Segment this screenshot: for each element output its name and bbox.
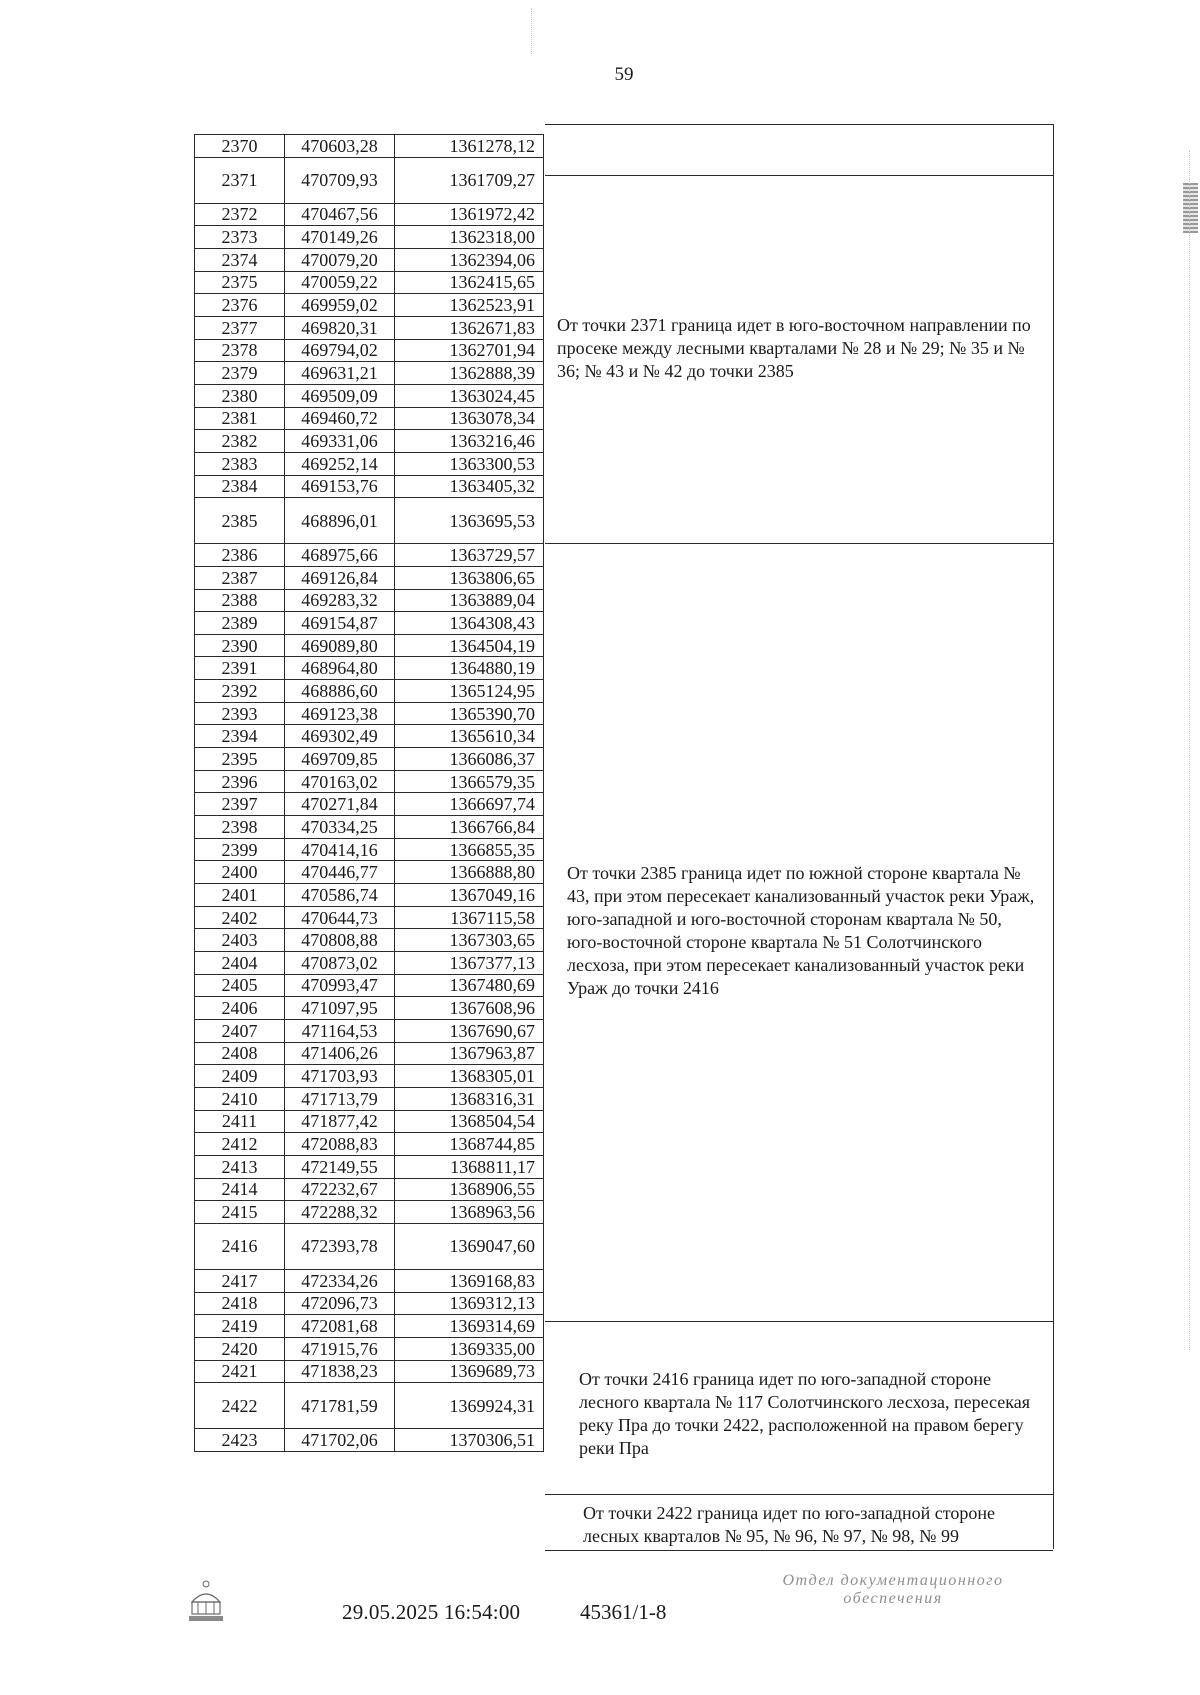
- point-number-cell: 2422: [195, 1383, 285, 1429]
- table-row: [195, 838, 544, 861]
- y-coordinate-cell: 1367303,65: [395, 929, 544, 952]
- table-row: [195, 816, 544, 839]
- coordinates-table: [194, 134, 544, 1452]
- point-number-cell: 2395: [195, 748, 285, 771]
- y-coordinate-cell: 1369047,60: [395, 1223, 544, 1269]
- x-coordinate-cell: 469089,80: [285, 634, 395, 657]
- y-coordinate-cell: 1367963,87: [395, 1042, 544, 1065]
- x-coordinate-cell: 470586,74: [285, 884, 395, 907]
- point-number-cell: 2375: [195, 271, 285, 294]
- y-coordinate-cell: 1362701,94: [395, 339, 544, 362]
- x-coordinate-cell: 469302,49: [285, 725, 395, 748]
- point-number-cell: 2413: [195, 1155, 285, 1178]
- table-row: [195, 1269, 544, 1292]
- y-coordinate-cell: 1370306,51: [395, 1429, 544, 1452]
- table-row: [195, 1223, 544, 1269]
- y-coordinate-cell: 1363729,57: [395, 544, 544, 567]
- table-row: [195, 1360, 544, 1383]
- table-row: [195, 589, 544, 612]
- y-coordinate-cell: 1368906,55: [395, 1178, 544, 1201]
- x-coordinate-cell: 472393,78: [285, 1223, 395, 1269]
- table-row: [195, 339, 544, 362]
- y-coordinate-cell: 1368316,31: [395, 1087, 544, 1110]
- x-coordinate-cell: 469123,38: [285, 702, 395, 725]
- y-coordinate-cell: 1365124,95: [395, 680, 544, 703]
- x-coordinate-cell: 471703,93: [285, 1065, 395, 1088]
- point-number-cell: 2396: [195, 770, 285, 793]
- document-number: 45361/1-8: [580, 1600, 667, 1624]
- x-coordinate-cell: 469820,31: [285, 316, 395, 339]
- y-coordinate-cell: 1369924,31: [395, 1383, 544, 1429]
- y-coordinate-cell: 1366855,35: [395, 838, 544, 861]
- x-coordinate-cell: 472081,68: [285, 1315, 395, 1338]
- point-number-cell: 2384: [195, 475, 285, 498]
- point-number-cell: 2403: [195, 929, 285, 952]
- y-coordinate-cell: 1367480,69: [395, 974, 544, 997]
- point-number-cell: 2393: [195, 702, 285, 725]
- y-coordinate-cell: 1367049,16: [395, 884, 544, 907]
- point-number-cell: 2410: [195, 1087, 285, 1110]
- table-row: [195, 1383, 544, 1429]
- point-number-cell: 2421: [195, 1360, 285, 1383]
- point-number-cell: 2379: [195, 362, 285, 385]
- y-coordinate-cell: 1363695,53: [395, 498, 544, 544]
- x-coordinate-cell: 471406,26: [285, 1042, 395, 1065]
- y-coordinate-cell: 1365390,70: [395, 702, 544, 725]
- table-row: [195, 452, 544, 475]
- emblem-logo-icon: [186, 1576, 226, 1626]
- y-coordinate-cell: 1361709,27: [395, 157, 544, 203]
- point-number-cell: 2372: [195, 203, 285, 226]
- table-row: [195, 566, 544, 589]
- table-row: [195, 702, 544, 725]
- point-number-cell: 2409: [195, 1065, 285, 1088]
- x-coordinate-cell: 471838,23: [285, 1360, 395, 1383]
- point-number-cell: 2394: [195, 725, 285, 748]
- point-number-cell: 2376: [195, 294, 285, 317]
- point-number-cell: 2423: [195, 1429, 285, 1452]
- point-number-cell: 2382: [195, 430, 285, 453]
- point-number-cell: 2412: [195, 1133, 285, 1156]
- table-row: [195, 884, 544, 907]
- x-coordinate-cell: 472334,26: [285, 1269, 395, 1292]
- point-number-cell: 2370: [195, 135, 285, 158]
- y-coordinate-cell: 1363405,32: [395, 475, 544, 498]
- y-coordinate-cell: 1368305,01: [395, 1065, 544, 1088]
- table-row: [195, 1178, 544, 1201]
- table-row: [195, 294, 544, 317]
- x-coordinate-cell: 470808,88: [285, 929, 395, 952]
- table-row: [195, 248, 544, 271]
- x-coordinate-cell: 468964,80: [285, 657, 395, 680]
- y-coordinate-cell: 1362415,65: [395, 271, 544, 294]
- y-coordinate-cell: 1363024,45: [395, 384, 544, 407]
- table-row: [195, 1110, 544, 1133]
- x-coordinate-cell: 471713,79: [285, 1087, 395, 1110]
- description-cell-2370: [545, 125, 1053, 175]
- table-row: [195, 725, 544, 748]
- description-column: [545, 124, 1054, 1549]
- table-row: [195, 1292, 544, 1315]
- point-number-cell: 2411: [195, 1110, 285, 1133]
- timestamp: 29.05.2025 16:54:00: [342, 1600, 521, 1624]
- y-coordinate-cell: 1369314,69: [395, 1315, 544, 1338]
- department-stamp: Отдел документационного обеспечения: [782, 1572, 1004, 1607]
- point-number-cell: 2418: [195, 1292, 285, 1315]
- table-row: [195, 1065, 544, 1088]
- x-coordinate-cell: 470079,20: [285, 248, 395, 271]
- y-coordinate-cell: 1365610,34: [395, 725, 544, 748]
- point-number-cell: 2415: [195, 1201, 285, 1224]
- table-row: [195, 475, 544, 498]
- point-number-cell: 2378: [195, 339, 285, 362]
- y-coordinate-cell: 1367377,13: [395, 952, 544, 975]
- table-row: [195, 906, 544, 929]
- x-coordinate-cell: 470467,56: [285, 203, 395, 226]
- table-row: [195, 770, 544, 793]
- point-number-cell: 2406: [195, 997, 285, 1020]
- table-row: [195, 793, 544, 816]
- point-number-cell: 2389: [195, 612, 285, 635]
- table-row: [195, 929, 544, 952]
- x-coordinate-cell: 469252,14: [285, 452, 395, 475]
- point-number-cell: 2401: [195, 884, 285, 907]
- x-coordinate-cell: 469460,72: [285, 407, 395, 430]
- table-row: [195, 612, 544, 635]
- x-coordinate-cell: 471097,95: [285, 997, 395, 1020]
- x-coordinate-cell: 471702,06: [285, 1429, 395, 1452]
- x-coordinate-cell: 469794,02: [285, 339, 395, 362]
- x-coordinate-cell: 472232,67: [285, 1178, 395, 1201]
- point-number-cell: 2386: [195, 544, 285, 567]
- x-coordinate-cell: 471164,53: [285, 1019, 395, 1042]
- x-coordinate-cell: 471781,59: [285, 1383, 395, 1429]
- y-coordinate-cell: 1364880,19: [395, 657, 544, 680]
- x-coordinate-cell: 470446,77: [285, 861, 395, 884]
- x-coordinate-cell: 471915,76: [285, 1337, 395, 1360]
- point-number-cell: 2404: [195, 952, 285, 975]
- y-coordinate-cell: 1361278,12: [395, 135, 544, 158]
- table-row: [195, 498, 544, 544]
- y-coordinate-cell: 1366766,84: [395, 816, 544, 839]
- table-row: [195, 1315, 544, 1338]
- y-coordinate-cell: 1362523,91: [395, 294, 544, 317]
- x-coordinate-cell: 469283,32: [285, 589, 395, 612]
- table-row: [195, 1201, 544, 1224]
- table-row: [195, 997, 544, 1020]
- point-number-cell: 2392: [195, 680, 285, 703]
- point-number-cell: 2373: [195, 226, 285, 249]
- point-number-cell: 2402: [195, 906, 285, 929]
- x-coordinate-cell: 470334,25: [285, 816, 395, 839]
- y-coordinate-cell: 1368744,85: [395, 1133, 544, 1156]
- y-coordinate-cell: 1363806,65: [395, 566, 544, 589]
- table-row: [195, 362, 544, 385]
- y-coordinate-cell: 1364504,19: [395, 634, 544, 657]
- table-row: [195, 407, 544, 430]
- y-coordinate-cell: 1368811,17: [395, 1155, 544, 1178]
- y-coordinate-cell: 1366086,37: [395, 748, 544, 771]
- x-coordinate-cell: 469509,09: [285, 384, 395, 407]
- table-row: [195, 1042, 544, 1065]
- x-coordinate-cell: 472288,32: [285, 1201, 395, 1224]
- point-number-cell: 2419: [195, 1315, 285, 1338]
- x-coordinate-cell: 470414,16: [285, 838, 395, 861]
- table-row: [195, 974, 544, 997]
- y-coordinate-cell: 1366697,74: [395, 793, 544, 816]
- point-number-cell: 2414: [195, 1178, 285, 1201]
- y-coordinate-cell: 1367690,67: [395, 1019, 544, 1042]
- x-coordinate-cell: 470271,84: [285, 793, 395, 816]
- y-coordinate-cell: 1362888,39: [395, 362, 544, 385]
- description-cell-2385: От точки 2385 граница идет по южной стороне квартала № 43, при этом пересекает канализованный участок реки Ураж, юго-западной и юго-восточной сторонам квартала № 50, юго-восточной стороне квартала № 51 Солотчинского лесхоза, при этом пересекает канализованный участок реки Ураж до точки 2416: [545, 543, 1053, 1322]
- y-coordinate-cell: 1362394,06: [395, 248, 544, 271]
- y-coordinate-cell: 1362671,83: [395, 316, 544, 339]
- point-number-cell: 2374: [195, 248, 285, 271]
- y-coordinate-cell: 1368504,54: [395, 1110, 544, 1133]
- point-number-cell: 2417: [195, 1269, 285, 1292]
- page-number: 59: [614, 64, 634, 85]
- description-cell-2371: От точки 2371 граница идет в юго-восточном направлении по просеке между лесными кварталами № 28 и № 29; № 35 и № 36; № 43 и № 42 до точки 2385: [545, 175, 1053, 544]
- x-coordinate-cell: 469126,84: [285, 566, 395, 589]
- table-row: [195, 316, 544, 339]
- table-row: [195, 384, 544, 407]
- y-coordinate-cell: 1369168,83: [395, 1269, 544, 1292]
- table-row: [195, 634, 544, 657]
- table-row: [195, 271, 544, 294]
- point-number-cell: 2381: [195, 407, 285, 430]
- point-number-cell: 2408: [195, 1042, 285, 1065]
- table-row: [195, 748, 544, 771]
- description-cell-2422: От точки 2422 граница идет по юго-западной стороне лесных кварталов № 95, № 96, № 97, № 98, № 99: [545, 1494, 1053, 1551]
- point-number-cell: 2398: [195, 816, 285, 839]
- y-coordinate-cell: 1367608,96: [395, 997, 544, 1020]
- x-coordinate-cell: 468886,60: [285, 680, 395, 703]
- x-coordinate-cell: 468896,01: [285, 498, 395, 544]
- x-coordinate-cell: 470059,22: [285, 271, 395, 294]
- punch-hole-mark: [531, 8, 546, 54]
- x-coordinate-cell: 469153,76: [285, 475, 395, 498]
- point-number-cell: 2397: [195, 793, 285, 816]
- x-coordinate-cell: 472088,83: [285, 1133, 395, 1156]
- y-coordinate-cell: 1366888,80: [395, 861, 544, 884]
- y-coordinate-cell: 1361972,42: [395, 203, 544, 226]
- point-number-cell: 2388: [195, 589, 285, 612]
- table-row: [195, 203, 544, 226]
- x-coordinate-cell: 470873,02: [285, 952, 395, 975]
- y-coordinate-cell: 1369689,73: [395, 1360, 544, 1383]
- table-row: [195, 157, 544, 203]
- y-coordinate-cell: 1368963,56: [395, 1201, 544, 1224]
- point-number-cell: 2390: [195, 634, 285, 657]
- y-coordinate-cell: 1364308,43: [395, 612, 544, 635]
- x-coordinate-cell: 469331,06: [285, 430, 395, 453]
- y-coordinate-cell: 1363216,46: [395, 430, 544, 453]
- point-number-cell: 2385: [195, 498, 285, 544]
- x-coordinate-cell: 470149,26: [285, 226, 395, 249]
- y-coordinate-cell: 1363078,34: [395, 407, 544, 430]
- y-coordinate-cell: 1367115,58: [395, 906, 544, 929]
- x-coordinate-cell: 468975,66: [285, 544, 395, 567]
- y-coordinate-cell: 1369312,13: [395, 1292, 544, 1315]
- x-coordinate-cell: 469154,87: [285, 612, 395, 635]
- point-number-cell: 2391: [195, 657, 285, 680]
- table-row: [195, 1337, 544, 1360]
- table-row: [195, 1087, 544, 1110]
- table-row: [195, 1155, 544, 1178]
- table-row: [195, 952, 544, 975]
- y-coordinate-cell: 1363300,53: [395, 452, 544, 475]
- point-number-cell: 2400: [195, 861, 285, 884]
- table-row: [195, 680, 544, 703]
- x-coordinate-cell: 470709,93: [285, 157, 395, 203]
- y-coordinate-cell: 1369335,00: [395, 1337, 544, 1360]
- x-coordinate-cell: 470644,73: [285, 906, 395, 929]
- point-number-cell: 2377: [195, 316, 285, 339]
- point-number-cell: 2380: [195, 384, 285, 407]
- point-number-cell: 2420: [195, 1337, 285, 1360]
- x-coordinate-cell: 469631,21: [285, 362, 395, 385]
- description-cell-2416: От точки 2416 граница идет по юго-западной стороне лесного квартала № 117 Солотчинского лесхоза, пересекая реку Пра до точки 2422, расположенной на правом берегу реки Пра: [545, 1321, 1053, 1495]
- table-row: [195, 1019, 544, 1042]
- point-number-cell: 2405: [195, 974, 285, 997]
- point-number-cell: 2371: [195, 157, 285, 203]
- y-coordinate-cell: 1363889,04: [395, 589, 544, 612]
- x-coordinate-cell: 470993,47: [285, 974, 395, 997]
- x-coordinate-cell: 469959,02: [285, 294, 395, 317]
- point-number-cell: 2416: [195, 1223, 285, 1269]
- table-row: [195, 861, 544, 884]
- table-row: [195, 226, 544, 249]
- y-coordinate-cell: 1362318,00: [395, 226, 544, 249]
- table-row: [195, 1429, 544, 1452]
- x-coordinate-cell: 472096,73: [285, 1292, 395, 1315]
- table-row: [195, 544, 544, 567]
- y-coordinate-cell: 1366579,35: [395, 770, 544, 793]
- table-row: [195, 657, 544, 680]
- x-coordinate-cell: 472149,55: [285, 1155, 395, 1178]
- table-row: [195, 430, 544, 453]
- x-coordinate-cell: 471877,42: [285, 1110, 395, 1133]
- point-number-cell: 2383: [195, 452, 285, 475]
- margin-dots: [1189, 150, 1191, 1350]
- x-coordinate-cell: 470163,02: [285, 770, 395, 793]
- x-coordinate-cell: 470603,28: [285, 135, 395, 158]
- table-row: [195, 1133, 544, 1156]
- x-coordinate-cell: 469709,85: [285, 748, 395, 771]
- table-row: [195, 135, 544, 158]
- point-number-cell: 2387: [195, 566, 285, 589]
- point-number-cell: 2399: [195, 838, 285, 861]
- point-number-cell: 2407: [195, 1019, 285, 1042]
